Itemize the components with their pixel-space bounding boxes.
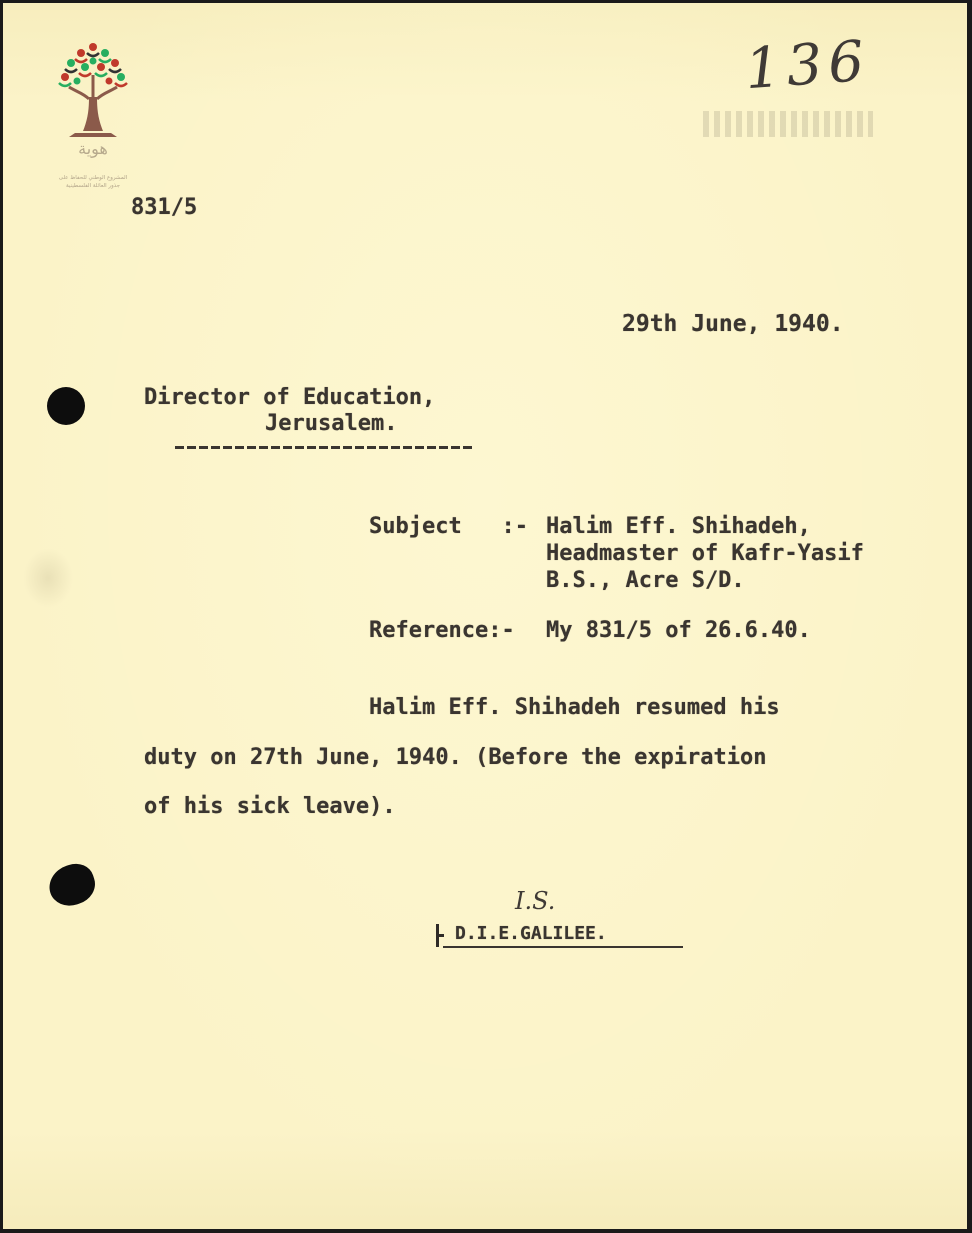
page-number: 136: [742, 28, 873, 103]
logo-subtitle-line1: المشروع الوطني للحفاظ على: [58, 175, 128, 181]
faded-stamp: [703, 111, 873, 137]
subject-line2: Headmaster of Kafr-Yasif: [546, 541, 864, 566]
logo-subtitle-line2: جذور العائلة الفلسطينية: [65, 183, 121, 189]
file-reference: 831/5: [131, 195, 198, 220]
initials: I.S.: [515, 887, 556, 915]
subject-line3: B.S., Acre S/D.: [546, 568, 745, 593]
addressee-line2: Jerusalem.: [265, 411, 398, 436]
document-page: [3, 3, 967, 1229]
subject-label: Subject :-: [369, 514, 528, 539]
body-line1: Halim Eff. Shihadeh resumed his: [369, 695, 780, 720]
addressee-underline: [175, 446, 473, 449]
family-tree-logo-icon: [45, 35, 141, 145]
logo: [45, 35, 141, 195]
subject-line1: Halim Eff. Shihadeh,: [546, 514, 811, 539]
body-line2: duty on 27th June, 1940. (Before the expiration: [144, 745, 767, 770]
paper-smudge: [23, 548, 73, 608]
body-line3: of his sick leave).: [144, 794, 396, 819]
reference-label: Reference:-: [369, 618, 515, 643]
addressee-line1: Director of Education,: [144, 385, 436, 410]
punch-hole-bottom: [44, 859, 100, 911]
signature-underline: [443, 946, 683, 948]
logo-title: هوية: [78, 139, 108, 158]
signature-block: D.I.E.GALILEE.: [455, 923, 607, 944]
letter-date: 29th June, 1940.: [622, 311, 844, 337]
signature-mark: [436, 924, 439, 947]
punch-hole-top: [47, 387, 85, 425]
reference-value: My 831/5 of 26.6.40.: [546, 618, 811, 643]
